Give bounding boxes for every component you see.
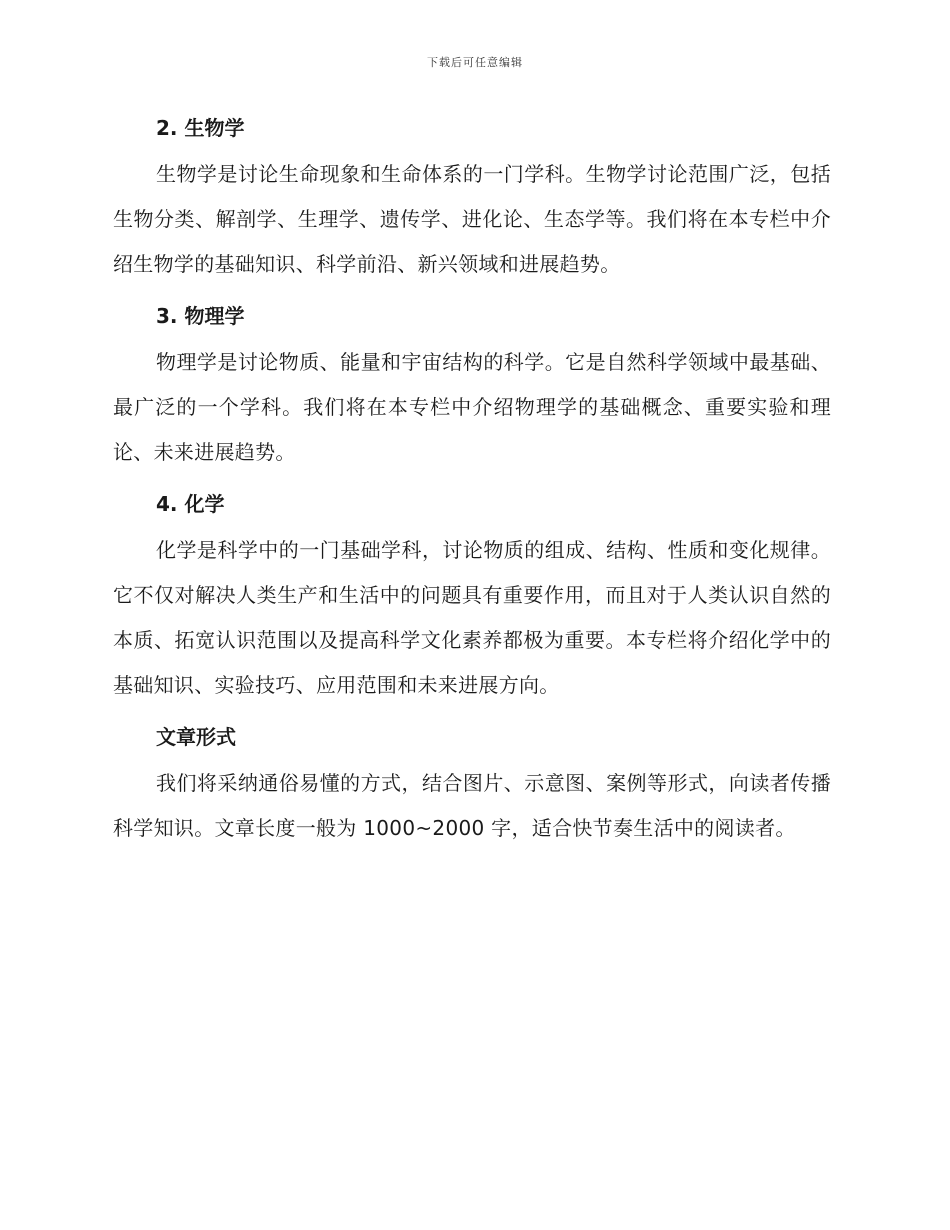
- page-header: 下载后可任意编辑: [427, 56, 523, 69]
- document-body: [113, 108, 831, 860]
- section-body-biology: 生物学是讨论生命现象和生命体系的一门学科。生物学讨论范围广泛，包括生物分类、解剖学、生理学、遗传学、进化论、生态学等。我们将在本专栏中介绍生物学的基础知识、科学前沿、新兴领域和进展趋势。: [113, 162, 831, 276]
- section-heading-article-format: 文章形式: [156, 725, 236, 749]
- section-body-chemistry: 化学是科学中的一门基础学科，讨论物质的组成、结构、性质和变化规律。它不仅对解决人类生产和生活中的问题具有重要作用，而且对于人类认识自然的本质、拓宽认识范围以及提高科学文化素养都极为重要。本专栏将介绍化学中的基础知识、实验技巧、应用范围和未来进展方向。: [113, 538, 831, 697]
- section-heading-physics: 3. 物理学: [156, 304, 245, 328]
- section-heading-chemistry: 4. 化学: [156, 492, 225, 516]
- section-body-physics: 物理学是讨论物质、能量和宇宙结构的科学。它是自然科学领域中最基础、最广泛的一个学科。我们将在本专栏中介绍物理学的基础概念、重要实验和理论、未来进展趋势。: [113, 350, 831, 464]
- section-body-article-format: 我们将采纳通俗易懂的方式，结合图片、示意图、案例等形式，向读者传播科学知识。文章长度一般为 1000~2000 字，适合快节奏生活中的阅读者。: [113, 771, 831, 840]
- section-heading-biology: 2. 生物学: [156, 116, 245, 140]
